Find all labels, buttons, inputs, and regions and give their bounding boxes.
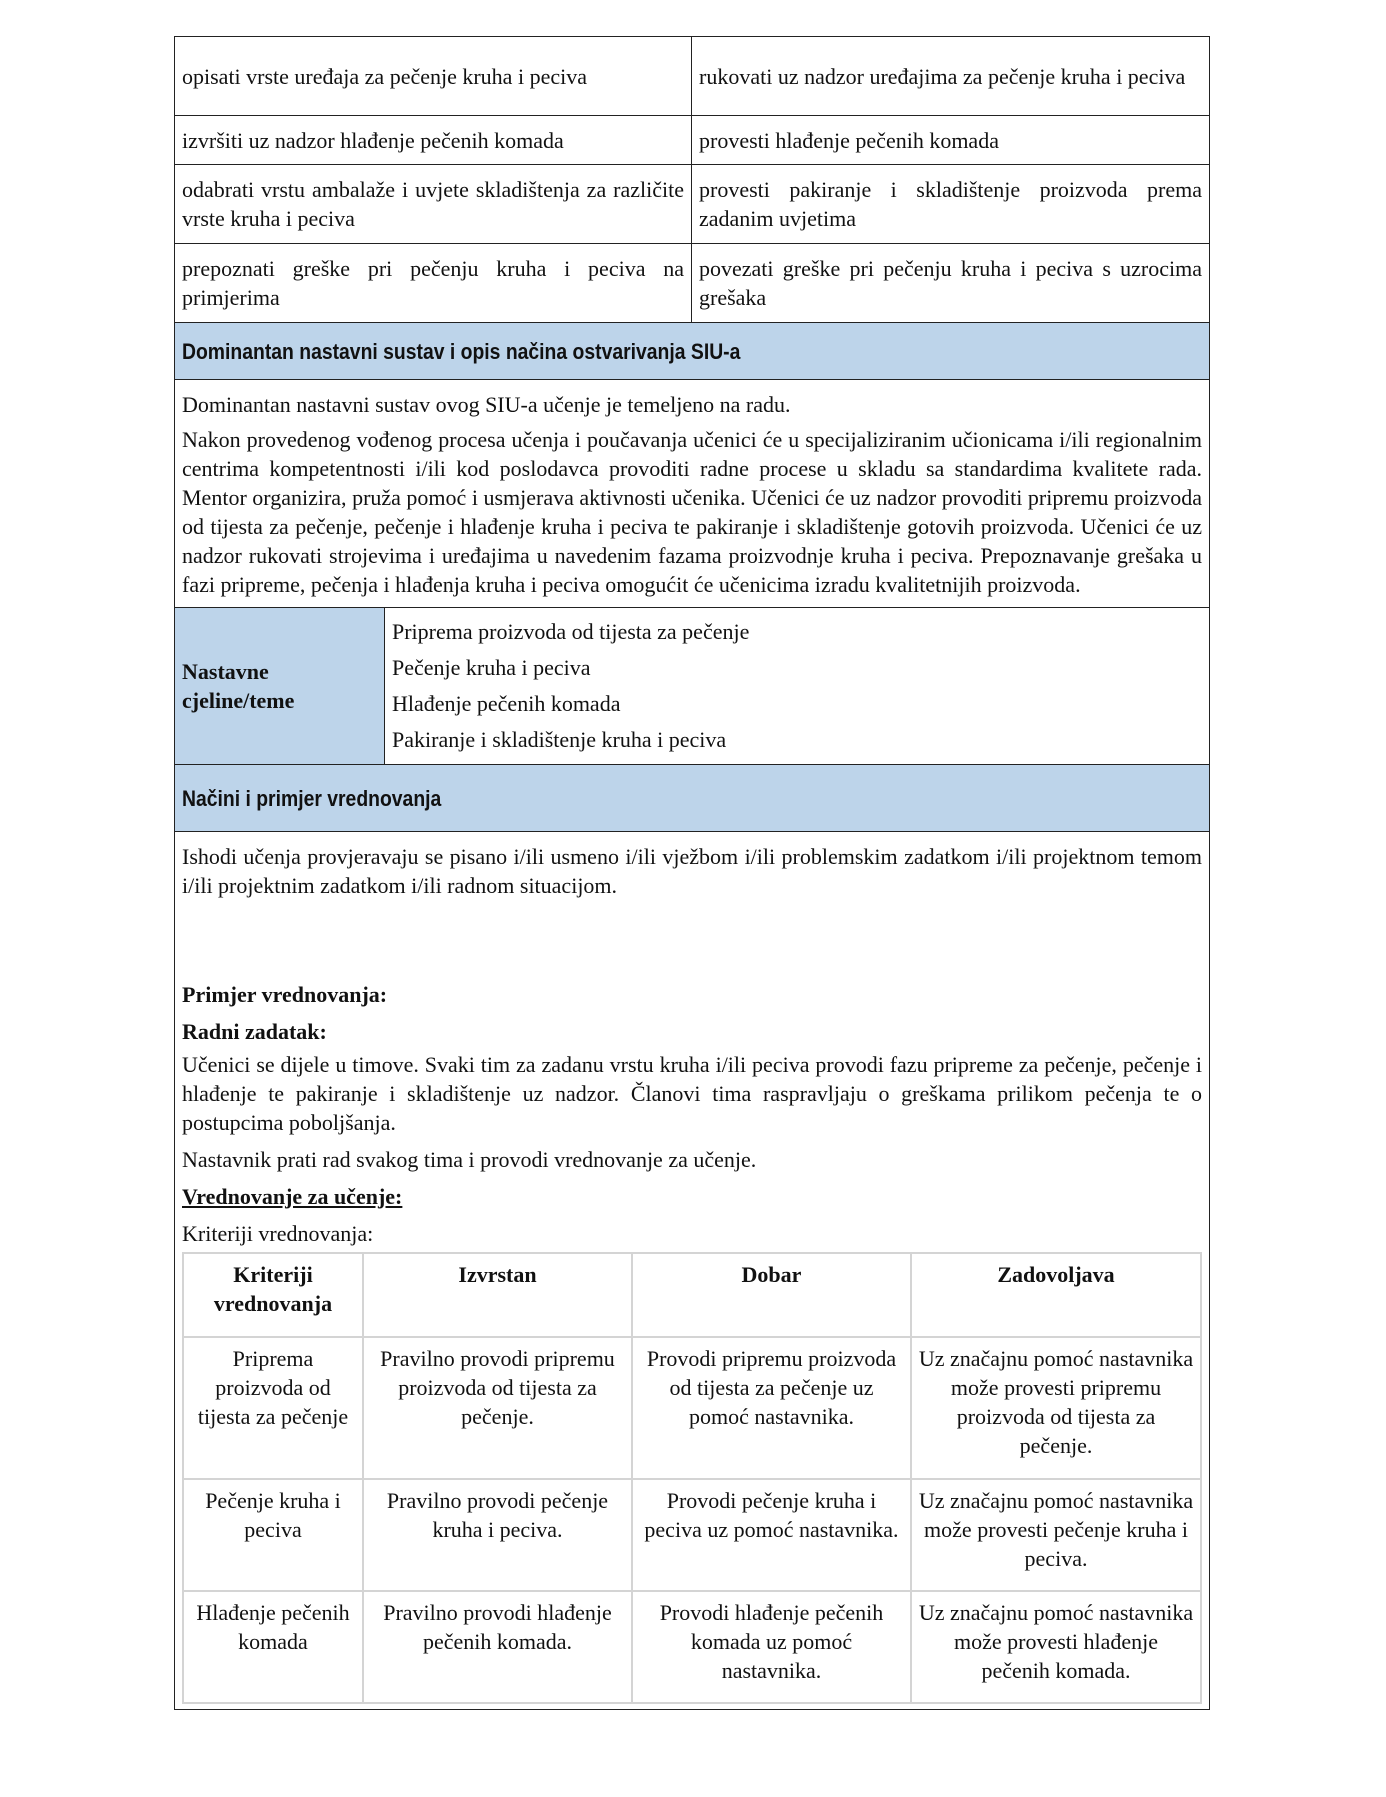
- rubric-good: Provodi hlađenje pečenih komada uz pomoć nastavnika.: [632, 1591, 911, 1703]
- document-page: [174, 36, 1209, 1710]
- rubric-excellent: Pravilno provodi hlađenje pečenih komada.: [363, 1591, 632, 1703]
- rubric-header-criteria: Kriteriji vrednovanja: [183, 1253, 363, 1337]
- topic-item: Pečenje kruha i peciva: [392, 655, 591, 680]
- outcome-skill: provesti pakiranje i skladištenje proizvoda prema zadanim uvjetima: [692, 165, 1210, 244]
- rubric-satisfactory: Uz značajnu pomoć nastavnika može provesti hlađenje pečenih komada.: [911, 1591, 1201, 1703]
- outcome-row: [175, 244, 1210, 323]
- rubric-header-good: Dobar: [632, 1253, 911, 1337]
- outcome-row: [175, 116, 1210, 165]
- rubric-satisfactory: Uz značajnu pomoć nastavnika može provesti pripremu proizvoda od tijesta za pečenje.: [911, 1337, 1201, 1479]
- task-title: Radni zadatak:: [182, 1019, 327, 1044]
- rubric-header-satisfactory: Zadovoljava: [911, 1253, 1201, 1337]
- outcome-skill: provesti hlađenje pečenih komada: [692, 116, 1210, 165]
- criteria-label: Kriteriji vrednovanja:: [182, 1221, 374, 1246]
- outcome-skill: rukovati uz nadzor uređajima za pečenje kruha i peciva: [692, 37, 1210, 116]
- topic-item: Hlađenje pečenih komada: [392, 691, 621, 716]
- outcome-knowledge: odabrati vrstu ambalaže i uvjete skladištenja za različite vrste kruha i peciva: [175, 165, 692, 244]
- topics-list: [385, 608, 1210, 765]
- topic-item: Pakiranje i skladištenje kruha i peciva: [392, 727, 727, 752]
- teaching-system-description: Nakon provedenog vođenog procesa učenja i poučavanja učenici će u specijaliziranim učionicama i/ili regionalnim centrima kompetentnosti i/ili kod poslodavca provoditi radne procese u skladu sa standardima kvalitete rada. Mentor organizira, pruža pomoć i usmjerava aktivnosti učenika. Učenici će uz nadzor provoditi pripremu proizvoda od tijesta za pečenje, pečenje i hlađenje kruha i peciva te pakiranje i skladištenje gotovih proizvoda. Učenici će uz nadzor rukovati strojevima i uređajima u navedenim fazama proizvodnje kruha i peciva. Prepoznavanje grešaka u fazi pripreme, pečenja i hlađenja kruha i peciva omogućit će učenicima izradu kvalitetnijih proizvoda.: [182, 427, 1203, 597]
- outcome-skill: povezati greške pri pečenju kruha i peciva s uzrocima grešaka: [692, 244, 1210, 323]
- rubric-row: [183, 1591, 1201, 1703]
- rubric-criterion: Pečenje kruha i peciva: [183, 1479, 363, 1591]
- rubric-excellent: Pravilno provodi pripremu proizvoda od tijesta za pečenje.: [363, 1337, 632, 1479]
- for-learning-title: Vrednovanje za učenje:: [182, 1184, 403, 1209]
- outcome-row: [175, 37, 1210, 116]
- rubric-excellent: Pravilno provodi pečenje kruha i peciva.: [363, 1479, 632, 1591]
- outcome-knowledge: opisati vrste uređaja za pečenje kruha i peciva: [175, 37, 692, 116]
- outcome-knowledge: prepoznati greške pri pečenju kruha i peciva na primjerima: [175, 244, 692, 323]
- rubric-row: [183, 1479, 1201, 1591]
- teacher-text: Nastavnik prati rad svakog tima i provodi vrednovanje za učenje.: [182, 1147, 757, 1172]
- rubric-row: [183, 1337, 1201, 1479]
- teaching-system-summary: Dominantan nastavni sustav ovog SIU-a učenje je temeljeno na radu.: [182, 392, 791, 417]
- teaching-system-body-row: [175, 380, 1210, 608]
- evaluation-body-row: [175, 832, 1210, 1710]
- rubric-satisfactory: Uz značajnu pomoć nastavnika može provesti pečenje kruha i peciva.: [911, 1479, 1201, 1591]
- teaching-system-heading: Dominantan nastavni sustav i opis načina ostvarivanja SIU-a: [175, 323, 1210, 380]
- section-header-row: [175, 765, 1210, 832]
- example-title: Primjer vrednovanja:: [182, 982, 388, 1007]
- rubric-criterion: Priprema proizvoda od tijesta za pečenje: [183, 1337, 363, 1479]
- task-text: Učenici se dijele u timove. Svaki tim za zadanu vrstu kruha i/ili peciva provodi fazu pripreme za pečenje, pečenje i hlađenje te pakiranje i skladištenje uz nadzor. Članovi tima raspravljaju o greškama prilikom pečenja te o postupcima poboljšanja.: [182, 1052, 1203, 1135]
- rubric-header-excellent: Izvrstan: [363, 1253, 632, 1337]
- rubric-table: [182, 1252, 1202, 1704]
- topics-label: Nastavne cjeline/teme: [175, 608, 385, 765]
- curriculum-table: [174, 36, 1210, 1710]
- rubric-good: Provodi pečenje kruha i peciva uz pomoć nastavnika.: [632, 1479, 911, 1591]
- evaluation-intro: Ishodi učenja provjeravaju se pisano i/ili usmeno i/ili vježbom i/ili problemskim zadatkom i/ili projektnom temom i/ili projektnim zadatkom i/ili radnom situacijom.: [182, 844, 1203, 898]
- rubric-header-row: [183, 1253, 1201, 1337]
- teaching-system-body: [175, 380, 1210, 608]
- spacer: [182, 900, 1202, 980]
- outcome-knowledge: izvršiti uz nadzor hlađenje pečenih komada: [175, 116, 692, 165]
- evaluation-body: [175, 832, 1210, 1710]
- rubric-good: Provodi pripremu proizvoda od tijesta za pečenje uz pomoć nastavnika.: [632, 1337, 911, 1479]
- section-header-row: [175, 323, 1210, 380]
- outcome-row: [175, 165, 1210, 244]
- topics-row: [175, 608, 1210, 765]
- topic-item: Priprema proizvoda od tijesta za pečenje: [392, 619, 750, 644]
- evaluation-heading: Načini i primjer vrednovanja: [175, 765, 1210, 832]
- rubric-criterion: Hlađenje pečenih komada: [183, 1591, 363, 1703]
